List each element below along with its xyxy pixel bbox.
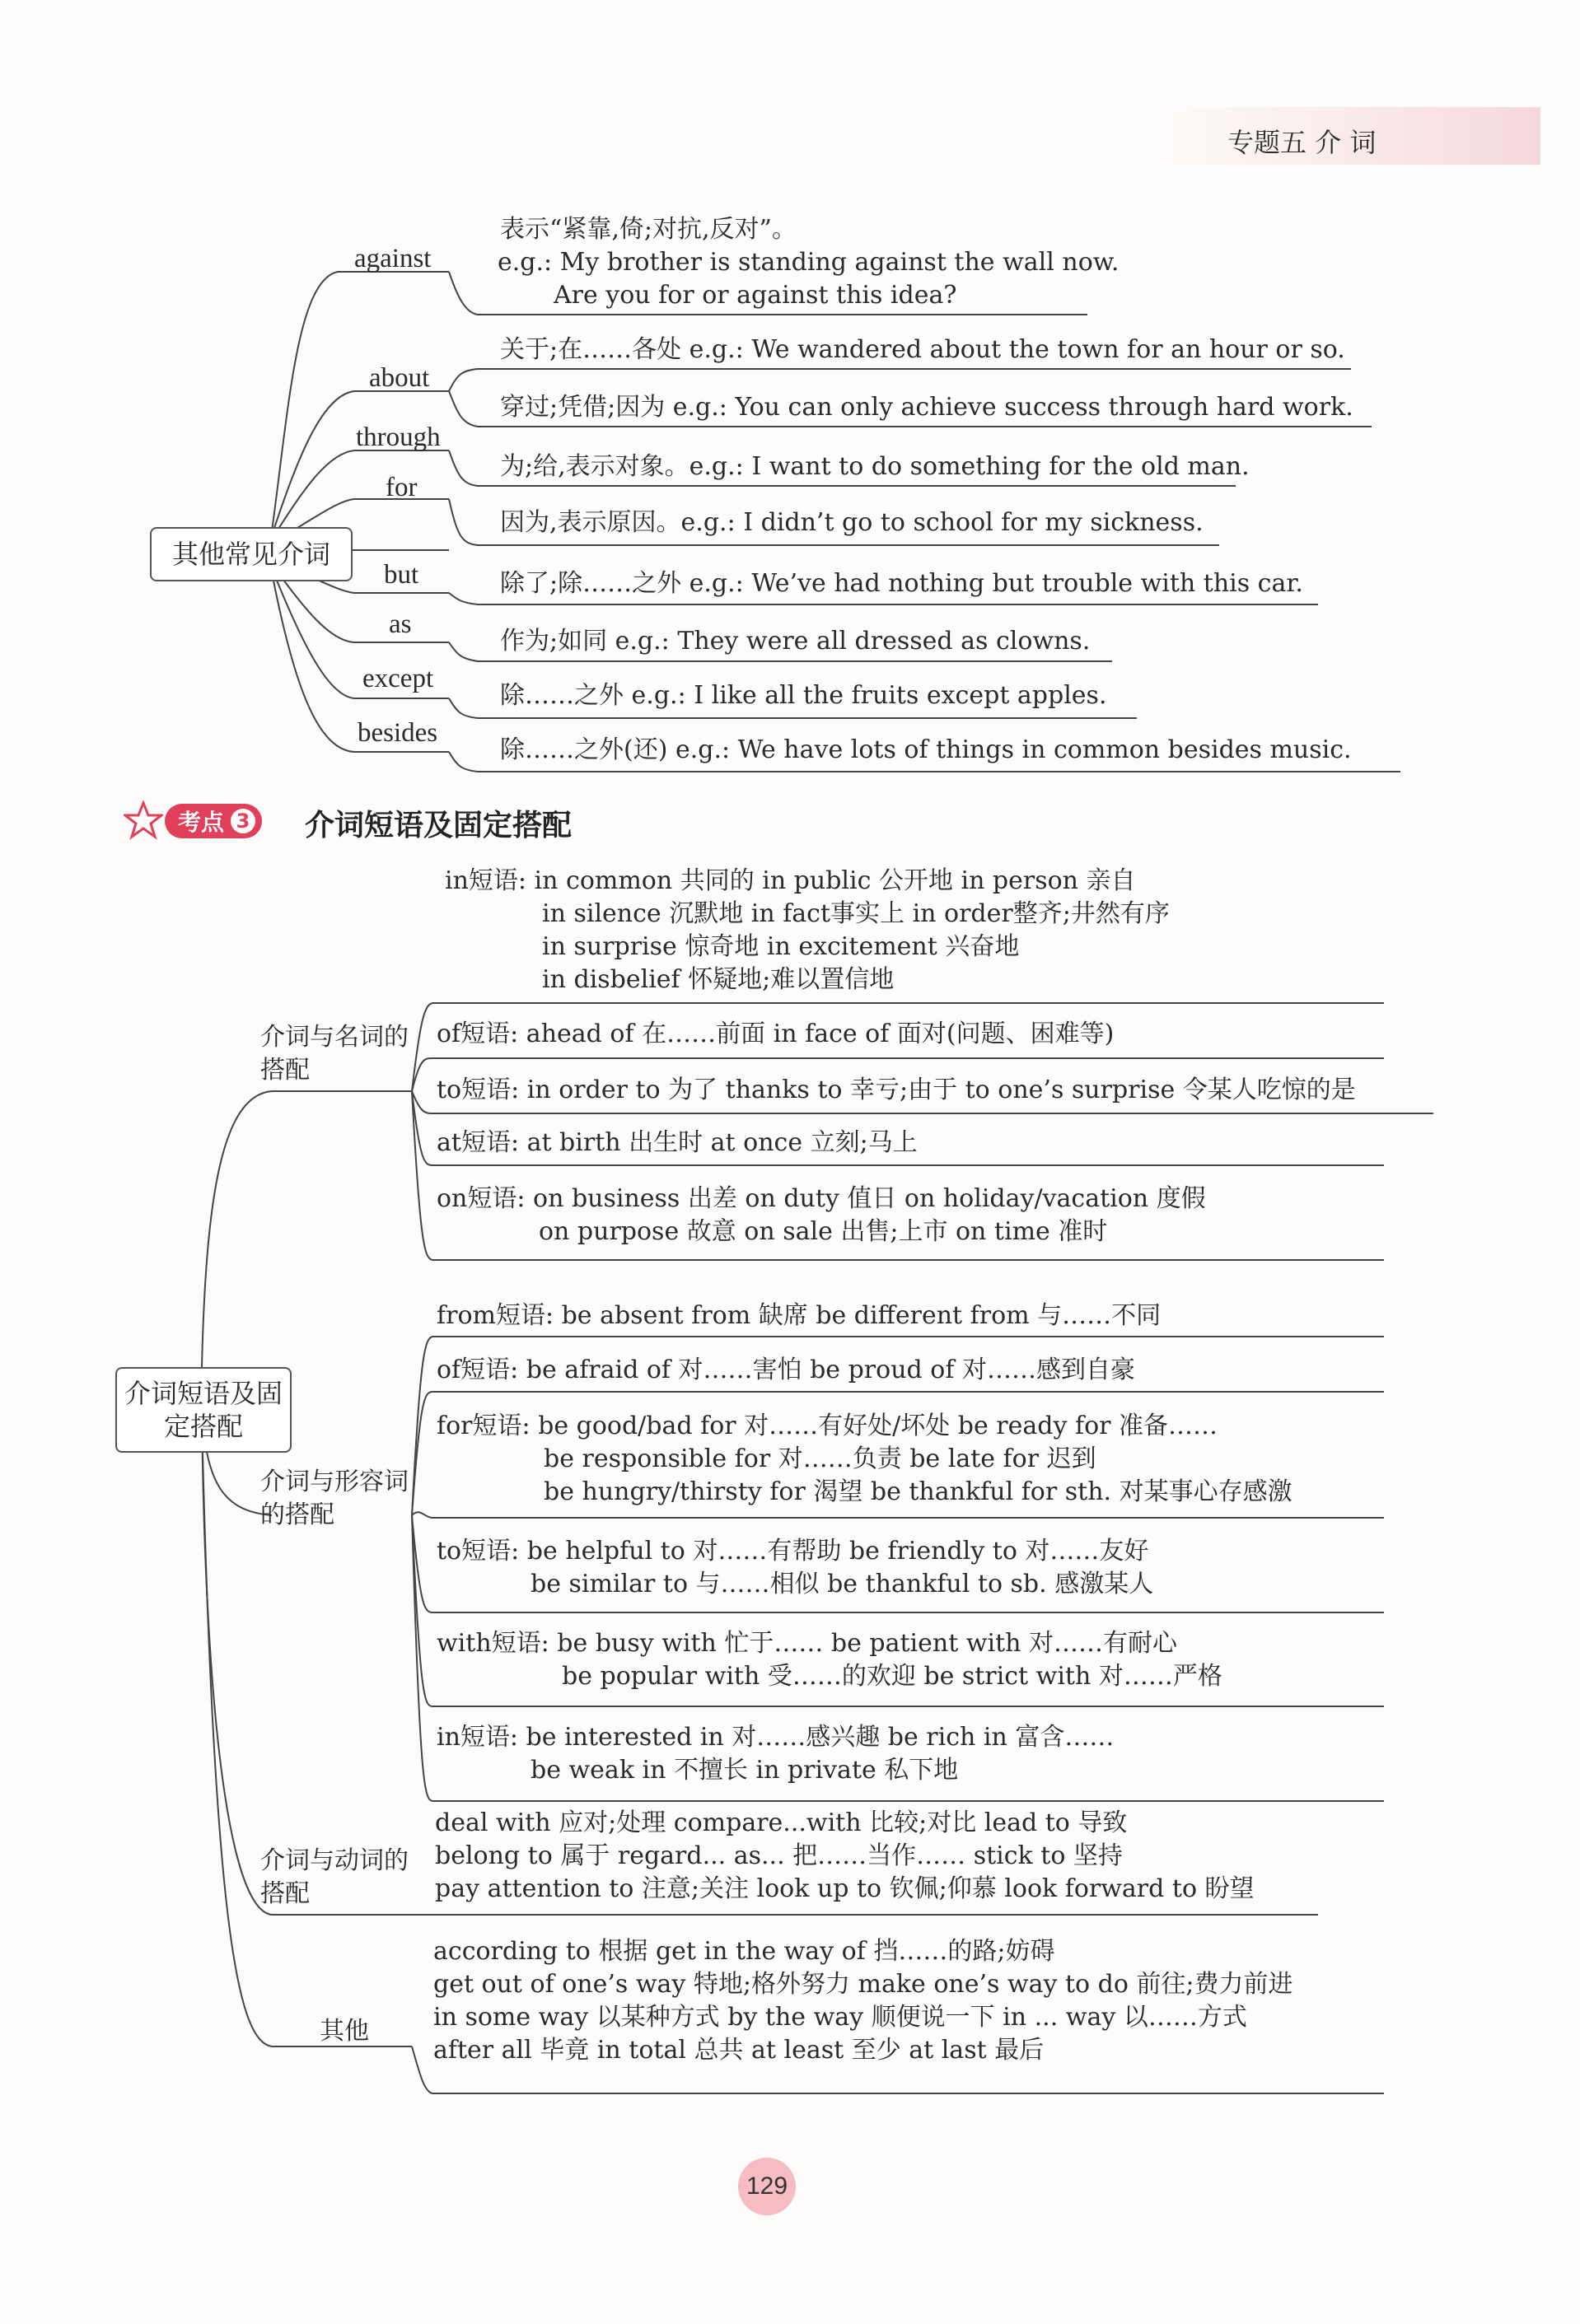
branch-except: except [362,664,434,693]
branch-but: but [384,560,419,590]
noun-in-line: in disbelief 怀疑地;难以置信地 [542,965,895,994]
adj-of-line: of短语: be afraid of 对……害怕 be proud of 对……感到自豪 [437,1356,1135,1384]
adj-in-line: in短语: be interested in 对……感兴趣 be rich in 富含…… [437,1723,1115,1752]
exam-point-badge [165,804,262,838]
adj-to-line: be similar to 与……相似 be thankful to sb. 感激某人 [531,1570,1154,1598]
noun-group-of [437,1018,1114,1051]
branch-against: against [354,244,432,273]
against-example-1: e.g.: My brother is standing against the wall now. [498,248,1120,277]
adj-group-from [437,1300,1161,1332]
adj-in-line: be weak in 不擅长 in private 私下地 [531,1756,959,1785]
but-entry: 除了;除……之外 e.g.: We’ve had nothing but trouble with this car. [500,569,1303,598]
except-entry: 除……之外 e.g.: I like all the fruits except apples. [500,681,1107,710]
for-entry-2: 因为,表示原因。e.g.: I didn’t go to school for my sickness. [500,508,1204,537]
verb-group [435,1807,1255,1906]
adj-group-to [437,1535,1153,1601]
badge-number: 3 [231,809,255,833]
against-meaning: 表示“紧靠,倚;对抗,反对”。 [500,215,797,244]
section-title: 介词短语及固定搭配 [305,809,573,842]
noun-group-to [437,1074,1356,1107]
adj-collocation-label: 介词与形容词的搭配 [260,1468,409,1529]
noun-of-line: of短语: ahead of 在……前面 in face of 面对(问题、困难等) [437,1020,1115,1048]
through-entry: 穿过;凭借;因为 e.g.: You can only achieve success through hard work. [500,393,1353,422]
noun-on-line: on短语: on business 出差 on duty 值日 on holiday/vacation 度假 [437,1184,1206,1213]
branch-through: through [356,422,441,452]
root-node-phrases: 介词短语及固定搭配 [115,1367,292,1453]
adj-with-line: with短语: be busy with 忙于…… be patient with 对……有耐心 [437,1629,1178,1658]
other-label: 其他 [320,2017,369,2046]
adj-for-line: be responsible for 对……负责 be late for 迟到 [544,1444,1096,1473]
adj-for-line: for短语: be good/bad for 对……有好处/坏处 be ready for 准备…… [437,1412,1218,1440]
about-entry: 关于;在……各处 e.g.: We wandered about the town for an hour or so. [500,335,1345,364]
adj-group-with [437,1627,1222,1693]
as-entry: 作为;如同 e.g.: They were all dressed as clowns. [500,627,1091,656]
badge-label: 考点 [178,809,225,836]
other-line: in some way 以某种方式 by the way 顺便说一下 in ... way 以……方式 [433,2003,1247,2032]
for-entry-1: 为;给,表示对象。e.g.: I want to do something for the old man. [500,452,1250,481]
other-group [433,1935,1293,2067]
adj-to-line: to短语: be helpful to 对……有帮助 be friendly to 对……友好 [437,1537,1149,1566]
noun-at-line: at短语: at birth 出生时 at once 立刻;马上 [437,1128,918,1157]
branch-for: for [386,473,418,502]
noun-in-line: in silence 沉默地 in fact事实上 in order整齐;井然有序 [542,899,1170,928]
noun-in-line: in短语: in common 共同的 in public 公开地 in person 亲自 [445,866,1136,895]
noun-group-in [445,865,1170,996]
adj-group-for [437,1410,1293,1509]
branch-about: about [369,363,430,393]
adj-with-line: be popular with 受……的欢迎 be strict with 对……严格 [562,1662,1222,1691]
other-line: get out of one’s way 特地;格外努力 make one’s way to do 前往;费力前进 [433,1970,1293,1999]
noun-collocation-label: 介词与名词的搭配 [260,1023,409,1085]
branch-as: as [389,609,412,639]
adj-for-line: be hungry/thirsty for 渴望 be thankful for sth. 对某事心存感激 [544,1477,1293,1506]
verb-line: pay attention to 注意;关注 look up to 钦佩;仰慕 look forward to 盼望 [435,1874,1255,1903]
page-number: 129 [738,2158,796,2215]
other-line: after all 毕竟 in total 总共 at least 至少 at last 最后 [433,2036,1045,2065]
adj-group-of [437,1354,1135,1387]
noun-group-on [437,1183,1206,1248]
besides-entry: 除……之外(还) e.g.: We have lots of things in common besides music. [500,735,1352,764]
exam-point-star-icon [124,800,163,840]
verb-line: deal with 应对;处理 compare...with 比较;对比 lead to 导致 [435,1808,1128,1837]
noun-in-line: in surprise 惊奇地 in excitement 兴奋地 [542,932,1020,961]
noun-to-line: to短语: in order to 为了 thanks to 幸亏;由于 to one’s surprise 令某人吃惊的是 [437,1076,1356,1104]
against-example-2: Are you for or against this idea? [554,281,957,310]
noun-on-line: on purpose 故意 on sale 出售;上市 on time 准时 [539,1217,1108,1246]
root-node-other-prepositions: 其他常见介词 [150,527,353,581]
adj-group-in [437,1721,1114,1787]
header-title: 专题五 介 词 [1227,127,1377,158]
other-line: according to 根据 get in the way of 挡……的路;妨碍 [433,1937,1055,1966]
adj-from-line: from短语: be absent from 缺席 be different from 与……不同 [437,1301,1162,1330]
noun-group-at [437,1127,918,1160]
verb-line: belong to 属于 regard... as... 把……当作…… stick to 坚持 [435,1841,1123,1870]
verb-collocation-label: 介词与动词的搭配 [260,1846,409,1908]
branch-besides: besides [358,718,438,748]
